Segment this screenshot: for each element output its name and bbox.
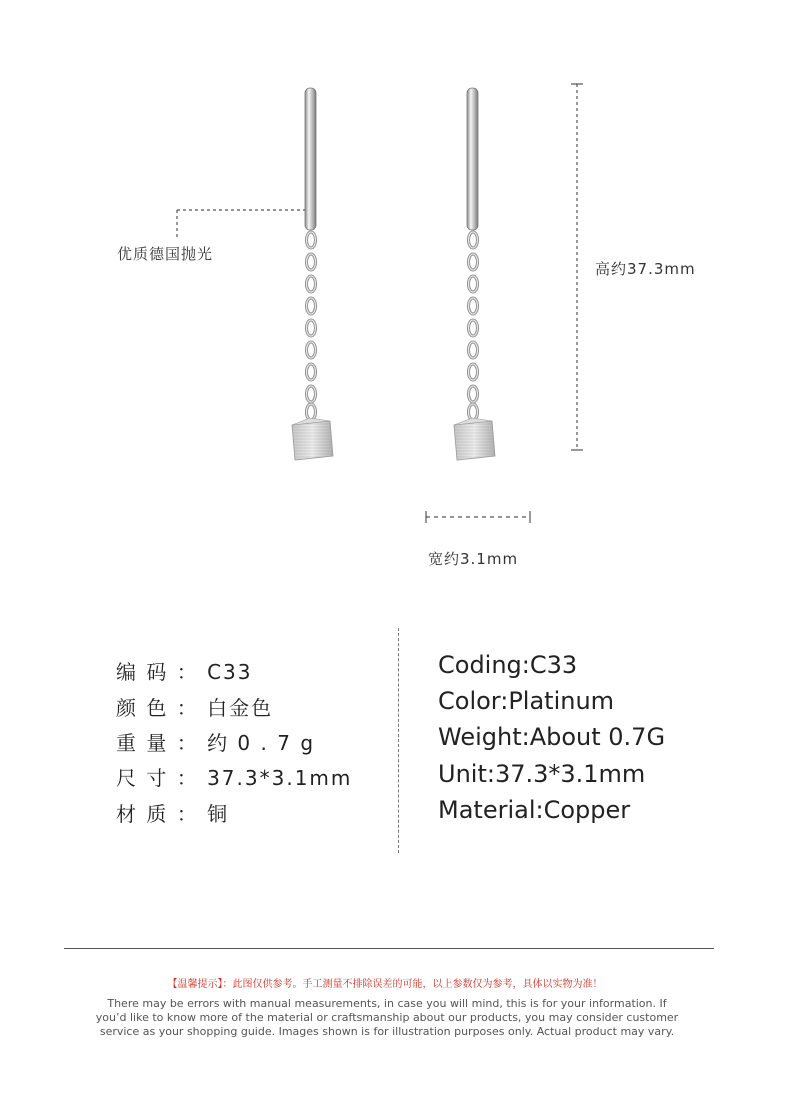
right-earring: [454, 88, 495, 460]
spec-cn-label: 尺 寸 ：: [116, 766, 199, 790]
spec-cn-row: [116, 727, 315, 756]
left-earring: [292, 88, 333, 460]
spec-cn-row: [116, 762, 352, 791]
spec-cn-label: 材 质 ：: [116, 802, 199, 826]
left-cube: [292, 418, 333, 460]
spec-en-row: Material:Copper: [438, 796, 631, 824]
spec-cn-value: 约 0 . 7 g: [207, 731, 316, 755]
notice-en: There may be errors with manual measurements, in case you will mind, this is for your information. If you’d like to know more of the material or craftsmanship about our products, you may consider customer service as your shopping guide. Images shown is for illustration purposes only. Actual product may vary.: [95, 997, 679, 1038]
spec-cn-value: 白金色: [207, 696, 274, 720]
spec-en-row: Coding:C33: [438, 651, 578, 679]
spec-cn-value: 37.3*3.1mm: [207, 766, 353, 790]
spec-en-row: Color:Platinum: [438, 687, 615, 715]
height-dimension-line: [571, 84, 583, 450]
polish-callout-leader: [177, 210, 305, 238]
spec-cn-label: 重 量 ：: [116, 731, 199, 755]
spec-divider: [398, 628, 399, 853]
polish-label: 优质德国抛光: [117, 245, 214, 263]
spec-cn-value: 铜: [207, 802, 230, 826]
right-cube: [454, 418, 495, 460]
left-chain: [307, 232, 316, 420]
spec-cn-value: C33: [207, 660, 253, 684]
spec-cn-row: [116, 656, 253, 685]
spec-en-row: Unit:37.3*3.1mm: [438, 760, 646, 788]
spec-cn-row: [116, 798, 229, 827]
spec-cn-label: 颜 色 ：: [116, 696, 199, 720]
right-chain: [469, 232, 478, 420]
spec-en-row: Weight:About 0.7G: [438, 723, 666, 751]
height-label: 高约37.3mm: [595, 260, 696, 278]
notice-cn: 【温馨提示】：此图仅供参考。手工测量不排除误差的可能，以上参数仅为参考，具体以实物为准！: [167, 979, 603, 990]
spec-cn-row: [116, 692, 273, 721]
footer-divider: [64, 948, 714, 949]
spec-cn-label: 编 码 ：: [116, 660, 199, 684]
width-label: 宽约3.1mm: [428, 550, 519, 568]
width-dimension-line: [426, 511, 530, 523]
